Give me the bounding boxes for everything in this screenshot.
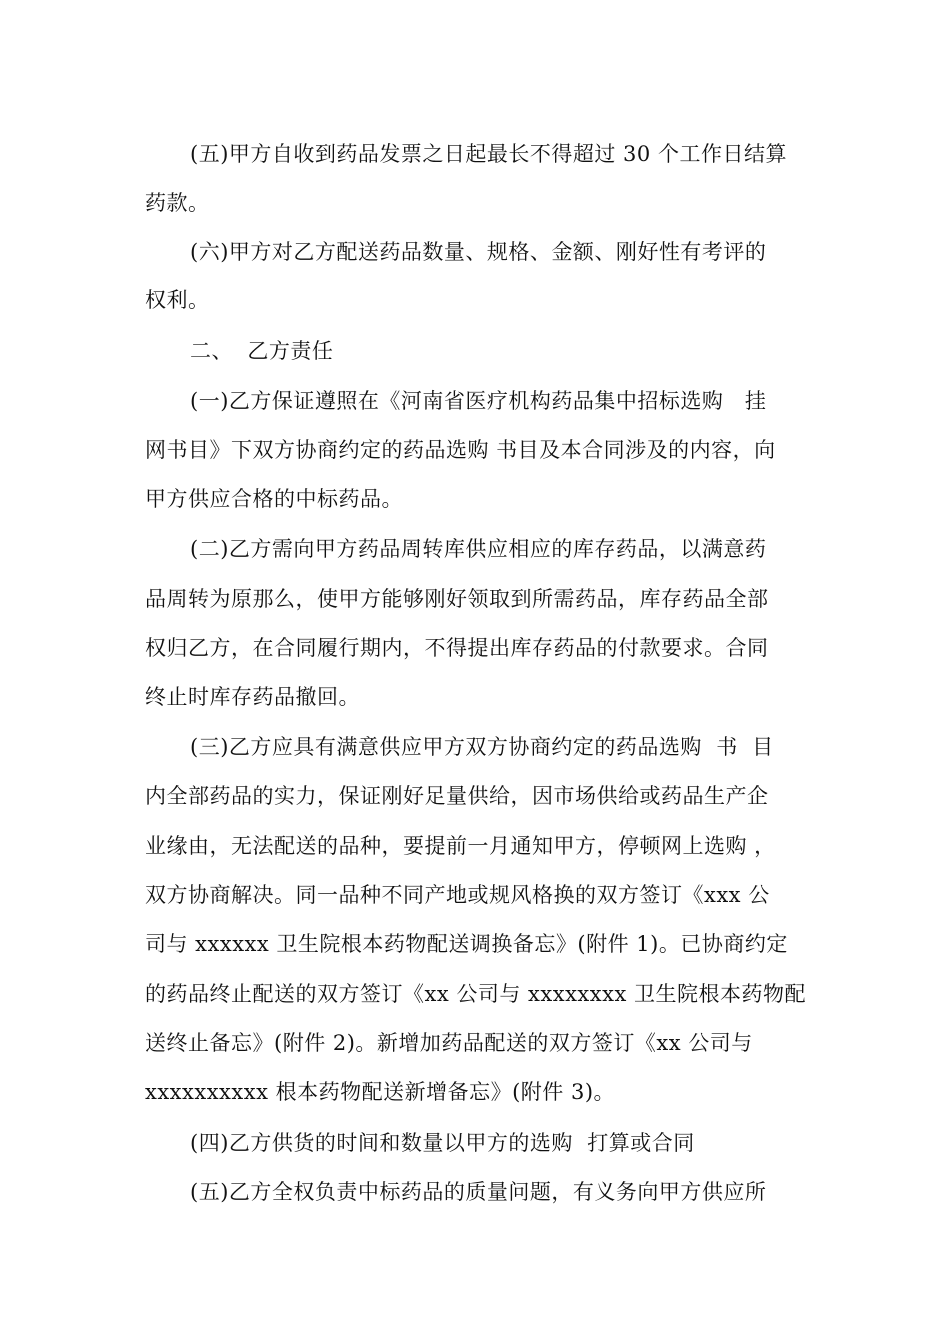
text-line: 权归乙方，在合同履行期内，不得提出库存药品的付款要求。合同 <box>145 636 769 660</box>
text-line: 内全部药品的实力，保证刚好足量供给，因市场供给或药品生产企 <box>145 784 769 808</box>
text-line: (六)甲方对乙方配送药品数量、规格、金额、刚好性有考评的 <box>190 240 767 264</box>
text-line: (五)甲方自收到药品发票之日起最长不得超过 30 个工作日结算 <box>190 142 787 166</box>
text-line: (二)乙方需向甲方药品周转库供应相应的库存药品，以满意药 <box>190 537 767 561</box>
section-heading: 二、 乙方责任 <box>190 339 334 363</box>
text-line: (五)乙方全权负责中标药品的质量问题，有义务向甲方供应所 <box>190 1180 767 1204</box>
text-line: 药款。 <box>145 191 210 215</box>
text-line: 终止时库存药品撤回。 <box>145 685 360 709</box>
text-line: 甲方供应合格的中标药品。 <box>145 487 403 511</box>
text-line: 业缘由，无法配送的品种，要提前一月通知甲方，停顿网上选购 ， <box>145 834 776 858</box>
text-line: (三)乙方应具有满意供应甲方双方协商约定的药品选购 书 目 <box>190 735 774 759</box>
text-line: xxxxxxxxxx 根本药物配送新增备忘》(附件 3)。 <box>145 1080 616 1104</box>
text-line: 司与 xxxxxx 卫生院根本药物配送调换备忘》(附件 1)。已协商约定 <box>145 932 788 956</box>
text-line: 送终止备忘》(附件 2)。新增加药品配送的双方签订《xx 公司与 <box>145 1031 753 1055</box>
text-line: (一)乙方保证遵照在《河南省医疗机构药品集中招标选购 挂 <box>190 389 767 413</box>
text-line: 网书目》下双方协商约定的药品选购 书目及本合同涉及的内容，向 <box>145 438 776 462</box>
text-line: 的药品终止配送的双方签订《xx 公司与 xxxxxxxx 卫生院根本药物配 <box>145 982 806 1006</box>
text-line: (四)乙方供货的时间和数量以甲方的选购 打算或合同 <box>190 1131 695 1155</box>
text-line: 权利。 <box>145 288 210 312</box>
text-line: 品周转为原那么，使甲方能够刚好领取到所需药品，库存药品全部 <box>145 587 769 611</box>
text-line: 双方协商解决。同一品种不同产地或规风格换的双方签订《xxx 公 <box>145 883 770 907</box>
